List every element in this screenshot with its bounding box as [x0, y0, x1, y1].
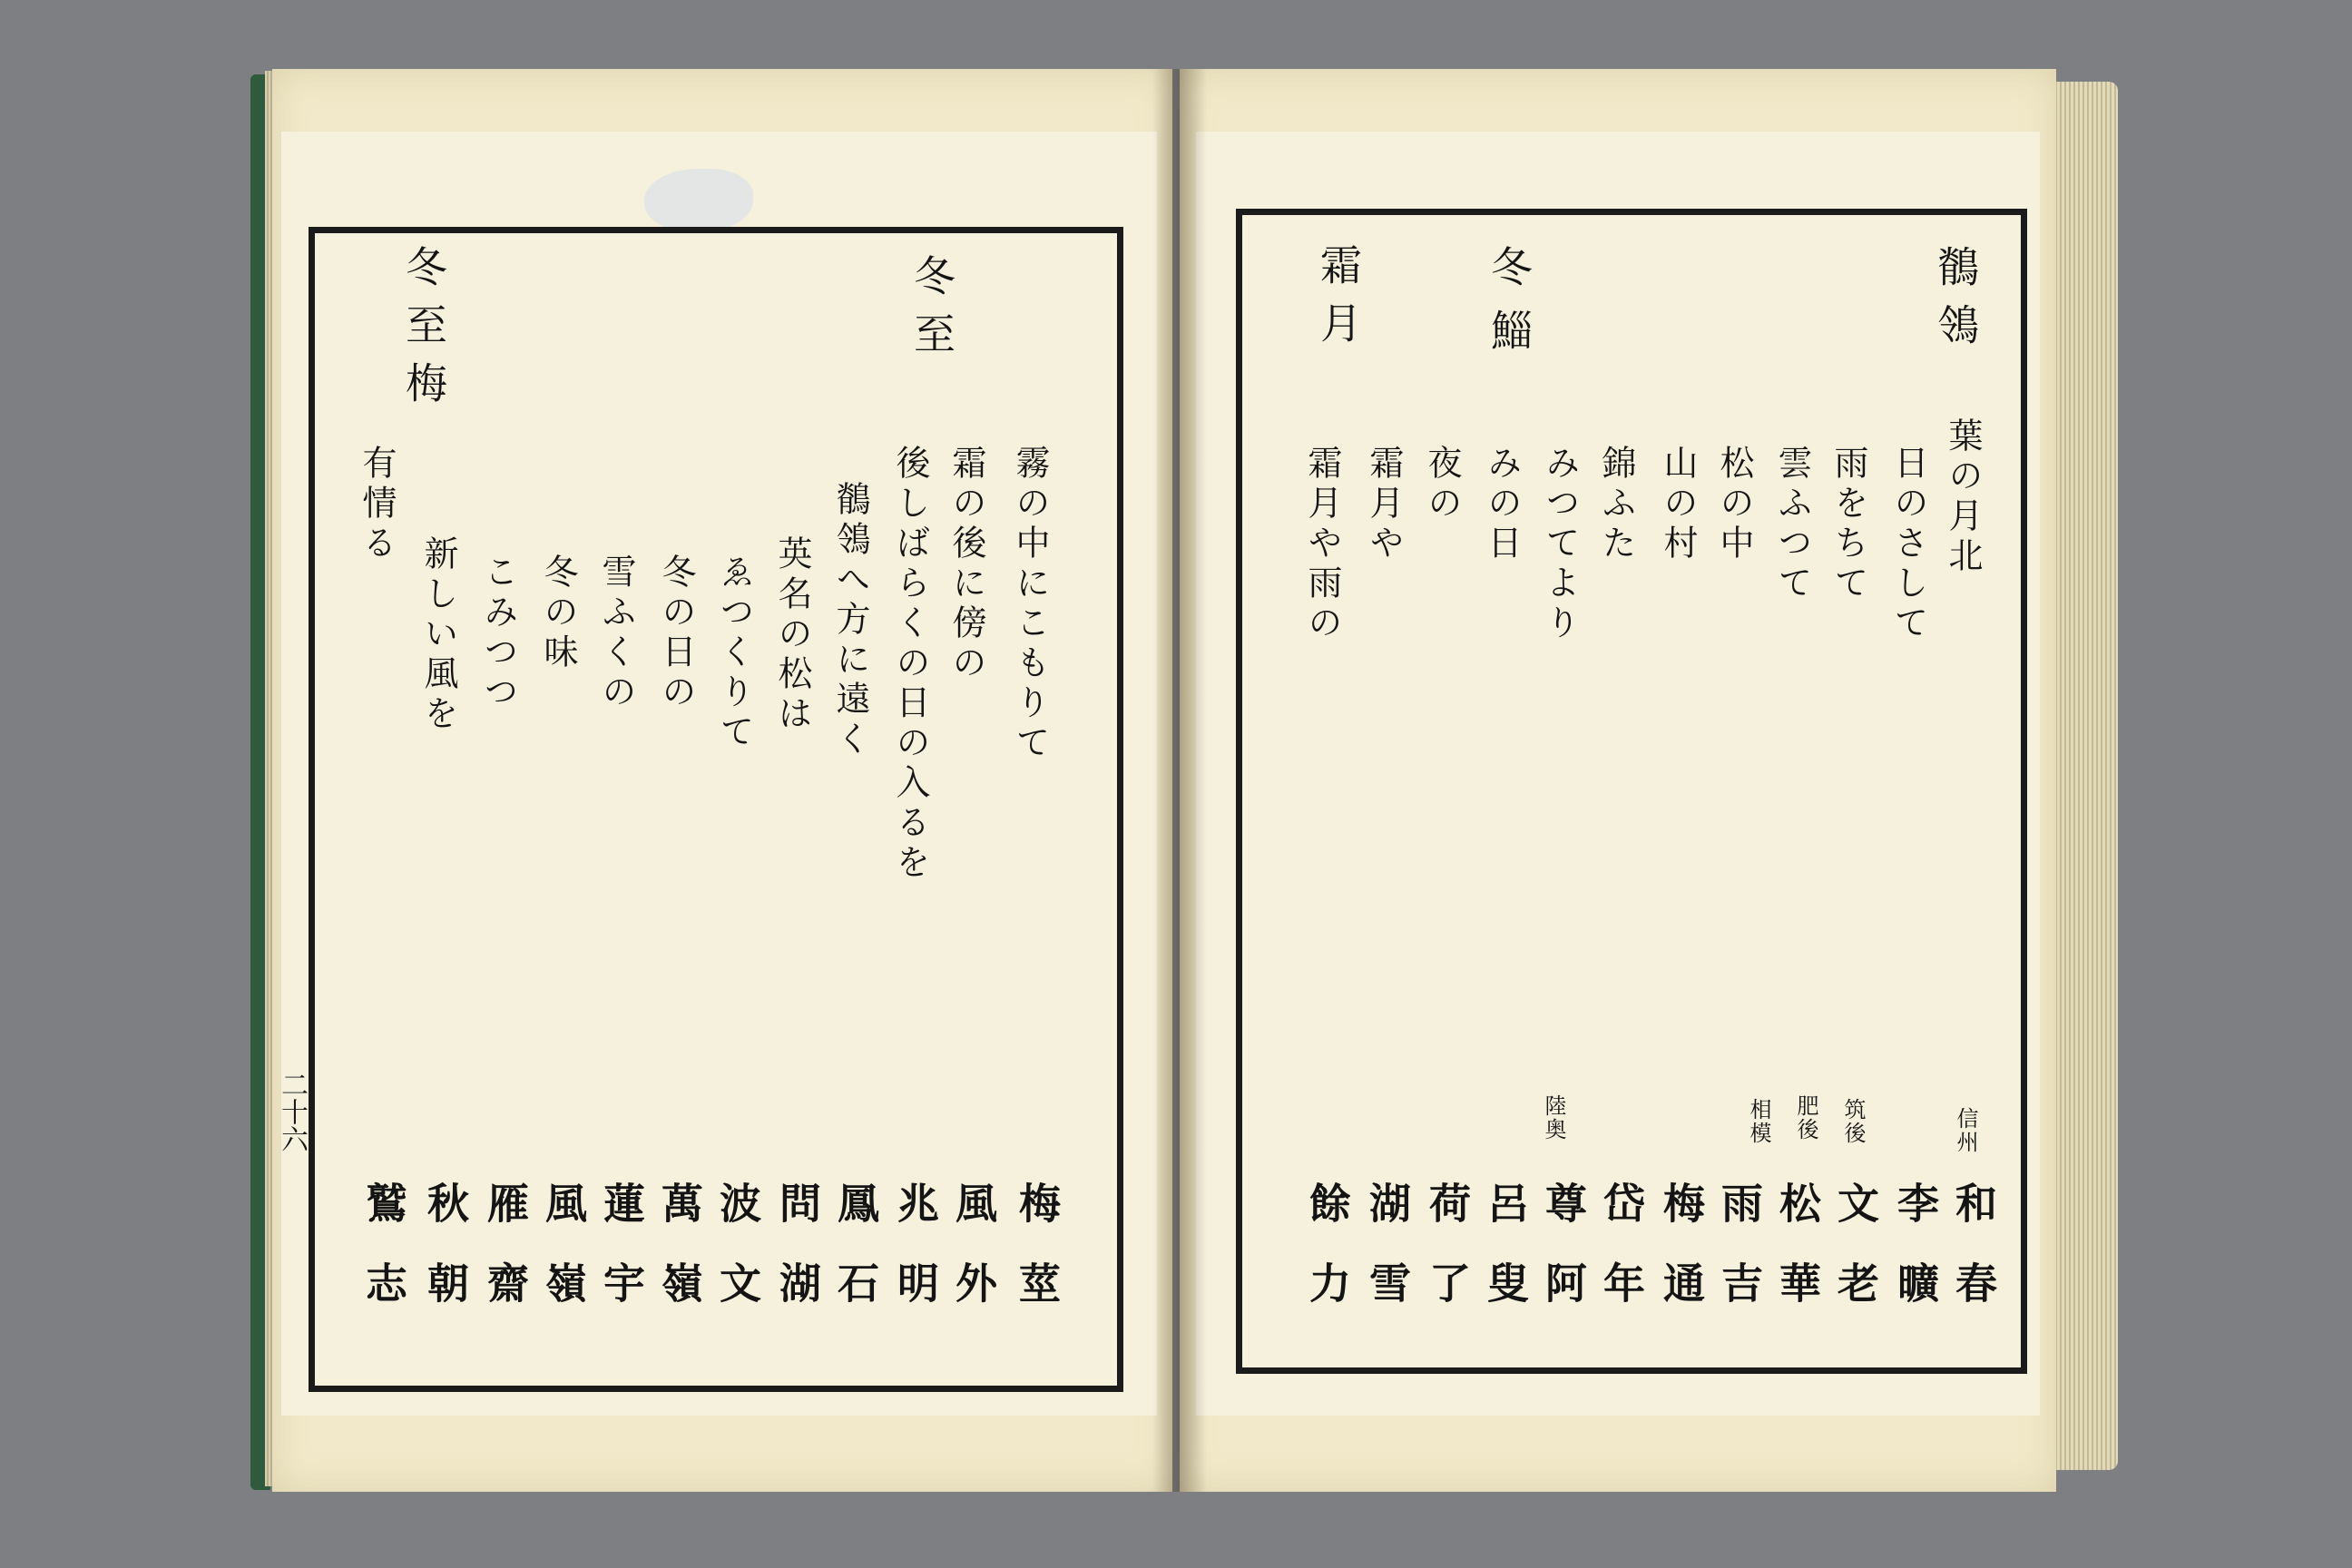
left-poet-name: 波文 [713, 1181, 762, 1341]
province-label: 肥後 [1793, 1094, 1818, 1142]
left-poet-name: 蓮宇 [597, 1181, 646, 1341]
right-heading-wagtail: 鶺鴒 [1931, 245, 1980, 361]
right-verse: 霜月や [1364, 445, 1404, 564]
right-poet-name: 和春 [1949, 1181, 1998, 1341]
right-verse: 夜の [1422, 445, 1462, 524]
left-verse: 雪ふくの [596, 554, 636, 713]
right-poet-name: 岱年 [1597, 1181, 1646, 1341]
right-verse: みの日 [1482, 445, 1522, 564]
right-verse: 錦ふた [1596, 445, 1636, 564]
book-gutter [1152, 69, 1207, 1492]
left-poet-name: 雁齋 [481, 1181, 530, 1341]
right-verse: 日のさして [1888, 445, 1928, 644]
right-heading-frost-month: 霜月 [1314, 243, 1363, 359]
left-verse: ゑつくりて [714, 554, 754, 753]
right-poet-name: 文老 [1831, 1181, 1880, 1341]
left-poet-name: 問湖 [773, 1181, 822, 1341]
page-number: 二十六 [276, 1071, 308, 1152]
right-heading-mullet: 鯔 [1485, 309, 1534, 367]
right-verse: 山の村 [1658, 445, 1698, 564]
province-label: 筑後 [1840, 1098, 1866, 1145]
left-heading-winter-solstice: 冬至 [907, 254, 956, 370]
province-label: 信州 [1953, 1107, 1978, 1154]
left-poet-name: 兆明 [891, 1181, 940, 1341]
right-poet-name: 雨吉 [1715, 1181, 1764, 1341]
left-verse: 有情る [357, 445, 397, 564]
right-verse: 松の中 [1714, 445, 1754, 564]
right-poet-name: 餘力 [1303, 1181, 1352, 1341]
left-poet-name: 鳳石 [831, 1181, 880, 1341]
left-poet-name: 風嶺 [539, 1181, 588, 1341]
paper-tear [644, 169, 753, 232]
left-verse: 英名の松は [772, 535, 812, 735]
right-verse: 霜月や雨の [1302, 445, 1342, 644]
left-verse: 霧の中にこもりて [1010, 445, 1050, 764]
left-poet-name: 風外 [949, 1181, 998, 1341]
left-heading-winter-solstice-plum: 冬至梅 [399, 245, 448, 419]
right-page-stack [2053, 82, 2118, 1470]
province-label: 陸奥 [1541, 1094, 1566, 1142]
right-verse: 雨をちて [1828, 445, 1868, 604]
left-poet-name: 秋朝 [421, 1181, 470, 1341]
right-heading-winter: 冬 [1485, 245, 1534, 303]
right-poet-name: 梅通 [1657, 1181, 1706, 1341]
left-poet-name: 鷲志 [359, 1181, 408, 1341]
left-verse: 後しばらくの日の入るを [890, 445, 930, 884]
right-verse: みつてより [1540, 445, 1580, 644]
right-verse: 葉の月北 [1943, 417, 1983, 577]
right-poet-name: 李曠 [1891, 1181, 1940, 1341]
province-label: 相模 [1746, 1098, 1771, 1145]
left-verse: 新しい風を [418, 535, 458, 735]
right-poet-name: 湖雪 [1363, 1181, 1412, 1341]
right-poet-name: 荷了 [1423, 1181, 1472, 1341]
left-verse: こみつつ [478, 554, 518, 713]
left-verse: 鶺鴒へ方に遠く [830, 481, 870, 760]
left-verse: 冬の日の [656, 554, 696, 713]
left-verse: 冬の味 [538, 554, 578, 673]
left-poet-name: 萬嶺 [655, 1181, 704, 1341]
right-poet-name: 尊阿 [1539, 1181, 1588, 1341]
left-poet-name: 梅莖 [1013, 1181, 1062, 1341]
left-verse: 霜の後に傍の [946, 445, 986, 684]
right-poet-name: 松華 [1773, 1181, 1822, 1341]
right-verse: 雲ふつて [1772, 445, 1812, 604]
right-poet-name: 呂叟 [1481, 1181, 1530, 1341]
